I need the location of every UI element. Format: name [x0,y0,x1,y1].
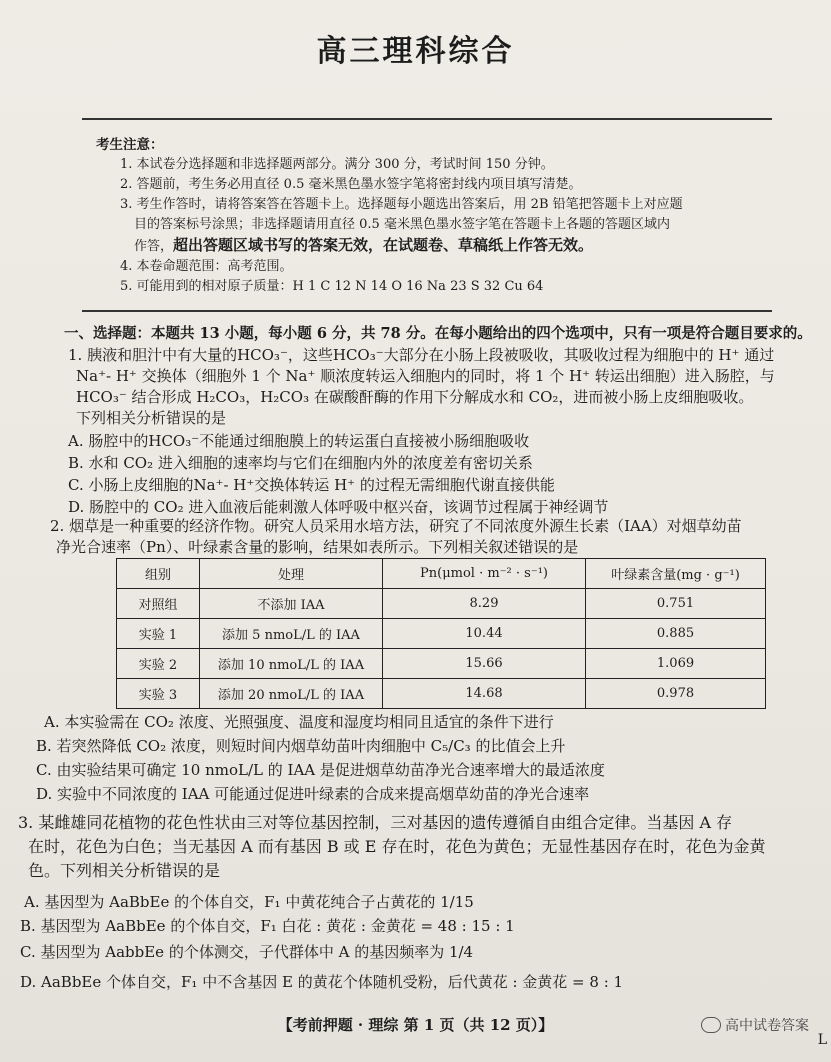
iaa-results-table [116,558,766,709]
page-footer: 【考前押题 · 理综 第 1 页（共 12 页）】 [277,1016,554,1034]
notice-line-3c [96,235,786,257]
table-row [117,679,766,709]
q2-line-1: 2. 烟草是一种重要的经济作物。研究人员采用水培方法，研究了不同浓度外源生长素（IAA）对烟草幼苗 [50,517,742,535]
notice-line-4: 4. 本卷命题范围：高考范围。 [120,259,293,274]
q3-option-a: A. 基因型为 AaBbEe 的个体自交，F₁ 中黄花纯合子占黄花的 1/15 [24,893,474,911]
table-header-cell: 叶绿素含量(mg · g⁻¹) [586,559,766,589]
notice-line-2: 2. 答题前，考生务必用直径 0.5 毫米黑色墨水签字笔将密封线内项目填写清楚。 [120,177,582,192]
q2-option-c: C. 由实验结果可确定 10 nmoL/L 的 IAA 是促进烟草幼苗净光合速率增大的最适浓度 [36,761,605,779]
table-cell: 1.069 [586,649,766,679]
notice-line-3: 3. 考生作答时，请将答案答在答题卡上。选择题每小题选出答案后，用 2B 铅笔把答题卡上对应题 [120,197,683,212]
watermark [701,1015,809,1035]
q1-line-2: Na⁺- H⁺ 交换体（细胞外 1 个 Na⁺ 顺浓度转运入细胞内的同时，将 1 个 H⁺ 转运出细胞）进入肠腔，与 [76,367,775,385]
watermark-text: 高中试卷答案 [725,1018,809,1034]
top-divider [82,118,772,120]
q2-line-2: 净光合速率（Pn）、叶绿素含量的影响，结果如表所示。下列相关叙述错误的是 [56,538,579,556]
notice-divider [82,310,772,312]
table-row [117,649,766,679]
table-row [117,589,766,619]
q1-line-3: HCO₃⁻ 结合形成 H₂CO₃，H₂CO₃ 在碳酸酐酶的作用下分解成水和 CO₂，进而被小肠上皮细胞吸收。 [76,388,754,406]
notice-bold-warning: 超出答题区域书写的答案无效，在试题卷、草稿纸上作答无效。 [173,236,594,254]
table-cell: 实验 3 [117,679,200,709]
q3-line-1: 3. 某雌雄同花植物的花色性状由三对等位基因控制，三对基因的遗传遵循自由组合定律。当基因 A 存 [18,813,733,832]
table-row [117,619,766,649]
q3-option-d: D. AaBbEe 个体自交，F₁ 中不含基因 E 的黄花个体随机受粉，后代黄花 : 金黄花 = 8 : 1 [20,973,624,991]
table-cell: 对照组 [117,589,200,619]
q1-line-4: 下列相关分析错误的是 [76,409,227,427]
q1-line-1: 1. 胰液和胆汁中有大量的HCO₃⁻，这些HCO₃⁻大部分在小肠上段被吸收，其吸收过程为细胞中的 H⁺ 通过 [68,346,775,364]
chat-bubble-icon [701,1017,721,1033]
notice-line-3c-text: 作答， [134,239,174,254]
table-cell: 8.29 [383,589,586,619]
table-header-row [117,559,766,589]
table-cell: 实验 2 [117,649,200,679]
table-cell: 添加 10 nmoL/L 的 IAA [200,649,383,679]
table-cell: 14.68 [383,679,586,709]
q3-line-2: 在时，花色为白色；当无基因 A 而有基因 B 或 E 存在时，花色为黄色；无显性基因存在时，花色为金黄 [28,837,766,856]
table-header-cell: 处理 [200,559,383,589]
table-cell: 0.751 [586,589,766,619]
q1-option-c: C. 小肠上皮细胞的Na⁺- H⁺交换体转运 H⁺ 的过程无需细胞代谢直接供能 [68,476,555,494]
corner-mark: L [817,1032,827,1048]
notice-heading: 考生注意： [96,137,164,153]
q1-option-d: D. 肠腔中的 CO₂ 进入血液后能刺激人体呼吸中枢兴奋，该调节过程属于神经调节 [68,498,609,516]
q2-option-a: A. 本实验需在 CO₂ 浓度、光照强度、温度和湿度均相同且适宜的条件下进行 [44,713,554,731]
q2-option-d: D. 实验中不同浓度的 IAA 可能通过促进叶绿素的合成来提高烟草幼苗的净光合速率 [36,785,590,803]
exam-notice [96,135,786,297]
table-cell: 添加 5 nmoL/L 的 IAA [200,619,383,649]
table-header-cell: 组别 [117,559,200,589]
table-cell: 0.978 [586,679,766,709]
q3-option-b: B. 基因型为 AaBbEe 的个体自交，F₁ 白花 : 黄花 : 金黄花 = 48 : 15 : 1 [20,917,515,935]
table-header-cell: Pn(μmol · m⁻² · s⁻¹) [383,559,586,589]
table-cell: 15.66 [383,649,586,679]
table-cell: 添加 20 nmoL/L 的 IAA [200,679,383,709]
table-cell: 不添加 IAA [200,589,383,619]
notice-line-3b: 目的答案标号涂黑；非选择题请用直径 0.5 毫米黑色墨水签字笔在答题卡上各题的答题区域内 [134,217,670,232]
table-cell: 0.885 [586,619,766,649]
notice-line-1: 1. 本试卷分选择题和非选择题两部分。满分 300 分，考试时间 150 分钟。 [120,157,554,172]
notice-line-5: 5. 可能用到的相对原子质量：H 1 C 12 N 14 O 16 Na 23 S 32 Cu 64 [120,279,544,294]
q2-option-b: B. 若突然降低 CO₂ 浓度，则短时间内烟草幼苗叶肉细胞中 C₅/C₃ 的比值会上升 [36,737,566,755]
table-cell: 10.44 [383,619,586,649]
q1-option-b: B. 水和 CO₂ 进入细胞的速率均与它们在细胞内外的浓度差有密切关系 [68,454,533,472]
q3-line-3: 色。下列相关分析错误的是 [28,861,221,880]
section-heading: 一、选择题：本题共 13 小题，每小题 6 分，共 78 分。在每小题给出的四个选项中，只有一项是符合题目要求的。 [64,325,812,342]
page-title: 高三理科综合 [316,34,515,69]
table-cell: 实验 1 [117,619,200,649]
q1-option-a: A. 肠腔中的HCO₃⁻不能通过细胞膜上的转运蛋白直接被小肠细胞吸收 [68,432,530,450]
q3-option-c: C. 基因型为 AabbEe 的个体测交，子代群体中 A 的基因频率为 1/4 [20,943,474,961]
